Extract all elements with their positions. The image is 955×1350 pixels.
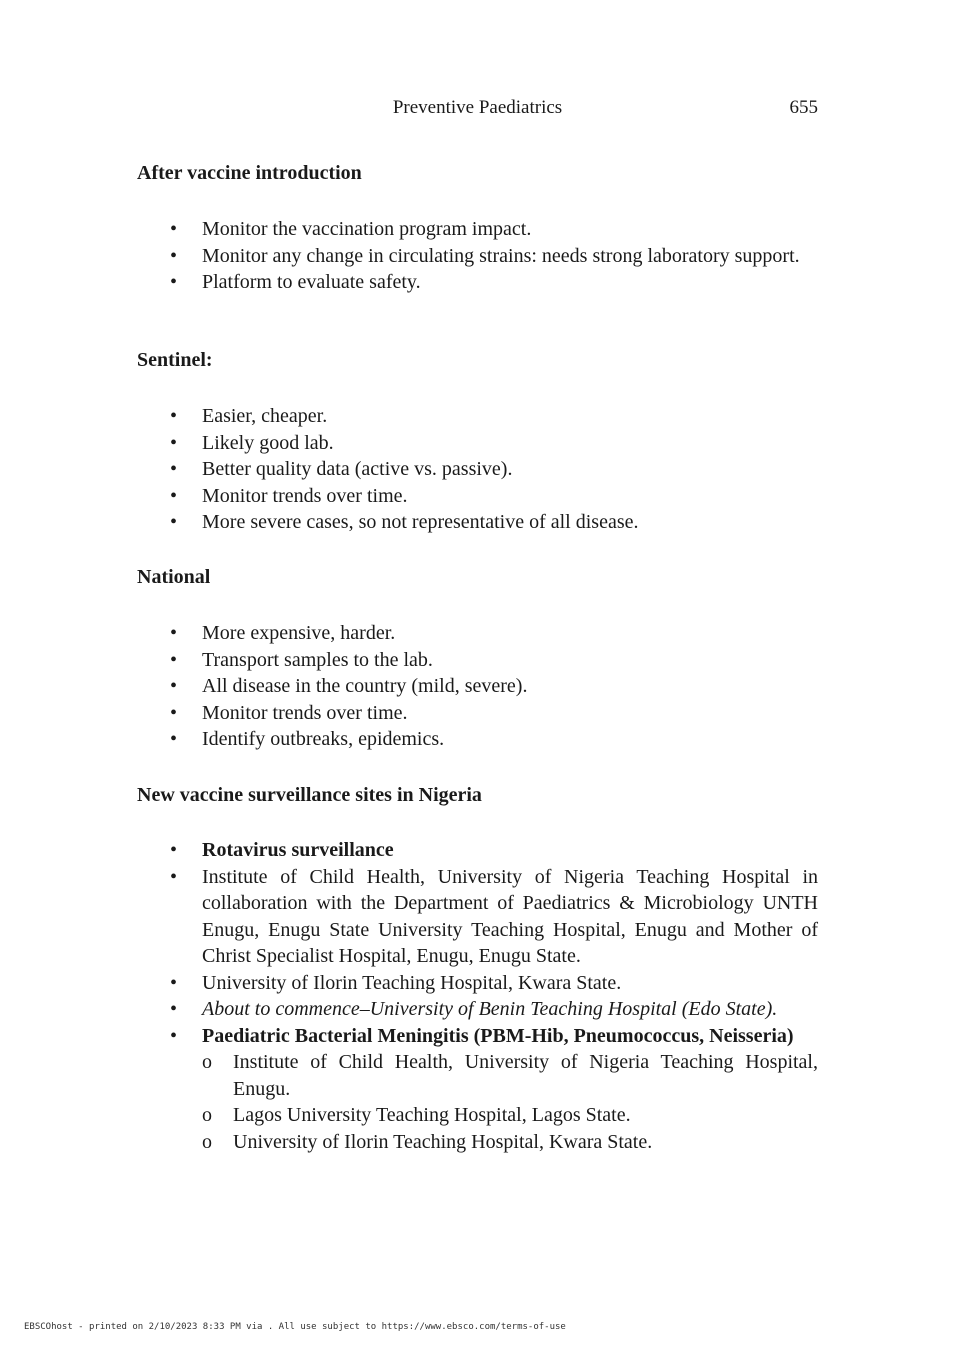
list-item: • Identify outbreaks, epidemics. (137, 726, 818, 753)
running-head (137, 97, 818, 121)
bullet-icon: • (170, 271, 178, 293)
bullet-icon: • (170, 218, 178, 240)
sub-list-item: o Institute of Child Health, University of Nigeria Teaching Hospital, Enugu. (202, 1051, 818, 1100)
list-item: • About to commence–University of Benin Teaching Hospital (Edo State). (137, 996, 818, 1023)
circle-bullet-icon: o (202, 1104, 212, 1126)
list-item: • Monitor trends over time. (137, 483, 818, 510)
heading-sentinel: Sentinel: (137, 349, 213, 371)
running-title: Preventive Paediatrics (392, 97, 563, 118)
bullet-icon: • (170, 458, 178, 480)
page-number: 655 (789, 97, 818, 118)
list-national (137, 620, 818, 753)
bullet-icon: • (170, 511, 178, 533)
bullet-icon: • (170, 998, 178, 1020)
sub-list-item: o University of Ilorin Teaching Hospital, Kwara State. (202, 1129, 818, 1156)
bullet-icon: • (170, 701, 178, 724)
bullet-icon: • (170, 675, 178, 697)
circle-bullet-icon: o (202, 1130, 212, 1153)
list-item: • More expensive, harder. (137, 620, 818, 647)
bullet-icon: • (170, 648, 178, 671)
bullet-icon: • (170, 728, 178, 750)
bullet-icon: • (170, 484, 178, 507)
list-item: • Rotavirus surveillance (137, 837, 818, 864)
list-surveillance-sites (137, 837, 818, 1155)
heading-after-vaccine-introduction: After vaccine introduction (137, 162, 362, 184)
bullet-icon: • (170, 622, 178, 644)
list-item: • Platform to evaluate safety. (137, 269, 818, 296)
list-item: • Easier, cheaper. (137, 403, 818, 430)
bullet-icon: • (170, 865, 178, 888)
bullet-icon: • (170, 244, 178, 267)
list-item: • Monitor trends over time. (137, 700, 818, 727)
bullet-icon: • (170, 1024, 178, 1047)
list-item: • Likely good lab. (137, 430, 818, 457)
sub-list-item: o Lagos University Teaching Hospital, Lagos State. (202, 1102, 818, 1129)
bullet-icon: • (170, 839, 178, 861)
bullet-icon: • (170, 431, 178, 454)
list-item: • Paediatric Bacterial Meningitis (PBM-Hib, Pneumococcus, Neisseria) o Institute of Child Health, University of Nigeria Teaching Hospital, Enugu. o Lagos University Teaching Hospital, Lagos State. o University of Ilorin Teaching Hospital, Kwara State. (137, 1023, 818, 1156)
list-item: • Monitor the vaccination program impact. (137, 216, 818, 243)
list-sentinel (137, 403, 818, 536)
list-item: • Institute of Child Health, University of Nigeria Teaching Hospital in collaboration with the Department of Paediatrics & Microbiology UNTH Enugu, Enugu State University Teaching Hospital, Enugu and Mother of Christ Specialist Hospital, Enugu, Enugu State. (170, 865, 818, 967)
heading-national: National (137, 566, 211, 588)
list-item: • Transport samples to the lab. (137, 647, 818, 674)
bullet-icon: • (170, 971, 178, 994)
list-item: • Better quality data (active vs. passive). (137, 456, 818, 483)
list-item: • All disease in the country (mild, severe). (137, 673, 818, 700)
sub-list-meningitis-sites (202, 1049, 818, 1155)
heading-surveillance-sites: New vaccine surveillance sites in Nigeria (137, 784, 482, 806)
print-footer: EBSCOhost - printed on 2/10/2023 8:33 PM via . All use subject to https://www.ebsco.com/terms-of-use (24, 1322, 566, 1332)
list-item: • University of Ilorin Teaching Hospital, Kwara State. (137, 970, 818, 997)
circle-bullet-icon: o (202, 1051, 212, 1073)
bullet-icon: • (170, 405, 178, 427)
list-item: • Monitor any change in circulating strains: needs strong laboratory support. (137, 243, 818, 270)
list-after-vaccine-introduction (137, 216, 818, 296)
list-item: • More severe cases, so not representative of all disease. (137, 509, 818, 536)
